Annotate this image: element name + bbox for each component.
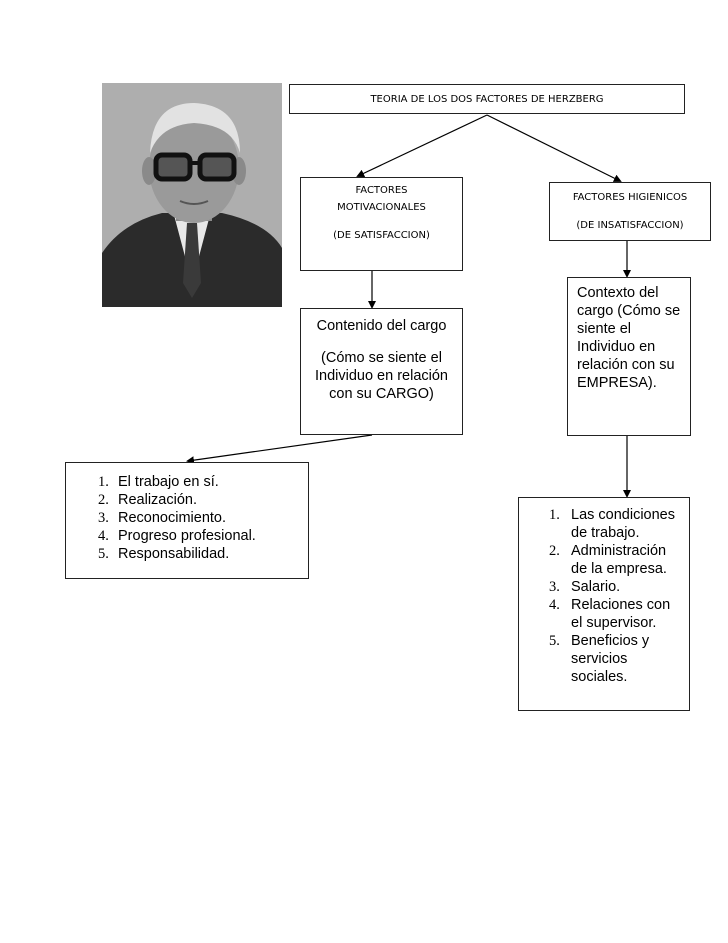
higienicos-box: [549, 182, 711, 241]
motivacionales-line2: MOTIVACIONALES: [337, 202, 426, 213]
title-box: [289, 84, 685, 114]
motivacionales-line1: FACTORES: [355, 185, 408, 196]
list-item: Administración de la empresa.: [571, 543, 667, 577]
higienicos-line2: (DE INSATISFACCION): [576, 220, 684, 231]
contexto-description: Contexto del cargo (Cómo se siente el Individuo en relación con su EMPRESA).: [577, 285, 681, 391]
motivational-factors-list: [65, 462, 309, 579]
list-item: Beneficios y servicios sociales.: [571, 633, 650, 685]
arrow-title-to-motivacionales: [358, 115, 487, 176]
list-item: Reconocimiento.: [118, 510, 226, 526]
contenido-heading: Contenido del cargo: [316, 318, 447, 334]
arrow-contenido-to-list: [188, 435, 372, 461]
contexto-box: [567, 277, 691, 436]
arrow-title-to-higienicos: [487, 115, 620, 181]
list-item: El trabajo en sí.: [118, 474, 219, 490]
motivacionales-line3: (DE SATISFACCION): [333, 230, 430, 241]
contenido-box: [300, 308, 463, 435]
higienicos-line1: FACTORES HIGIENICOS: [572, 192, 688, 203]
list-item: Responsabilidad.: [118, 546, 230, 562]
list-item: Las condiciones de trabajo.: [571, 507, 675, 541]
motivacionales-box: [300, 177, 463, 271]
list-item: Relaciones con el supervisor.: [571, 597, 671, 631]
contenido-description: (Cómo se siente el Individuo en relación con su CARGO): [314, 350, 448, 402]
diagram-title: TEORIA DE LOS DOS FACTORES DE HERZBERG: [370, 94, 604, 105]
hygienic-factors-list: [518, 497, 690, 711]
list-item: Salario.: [571, 579, 621, 595]
list-item: Realización.: [118, 492, 197, 508]
list-item: Progreso profesional.: [118, 528, 256, 544]
